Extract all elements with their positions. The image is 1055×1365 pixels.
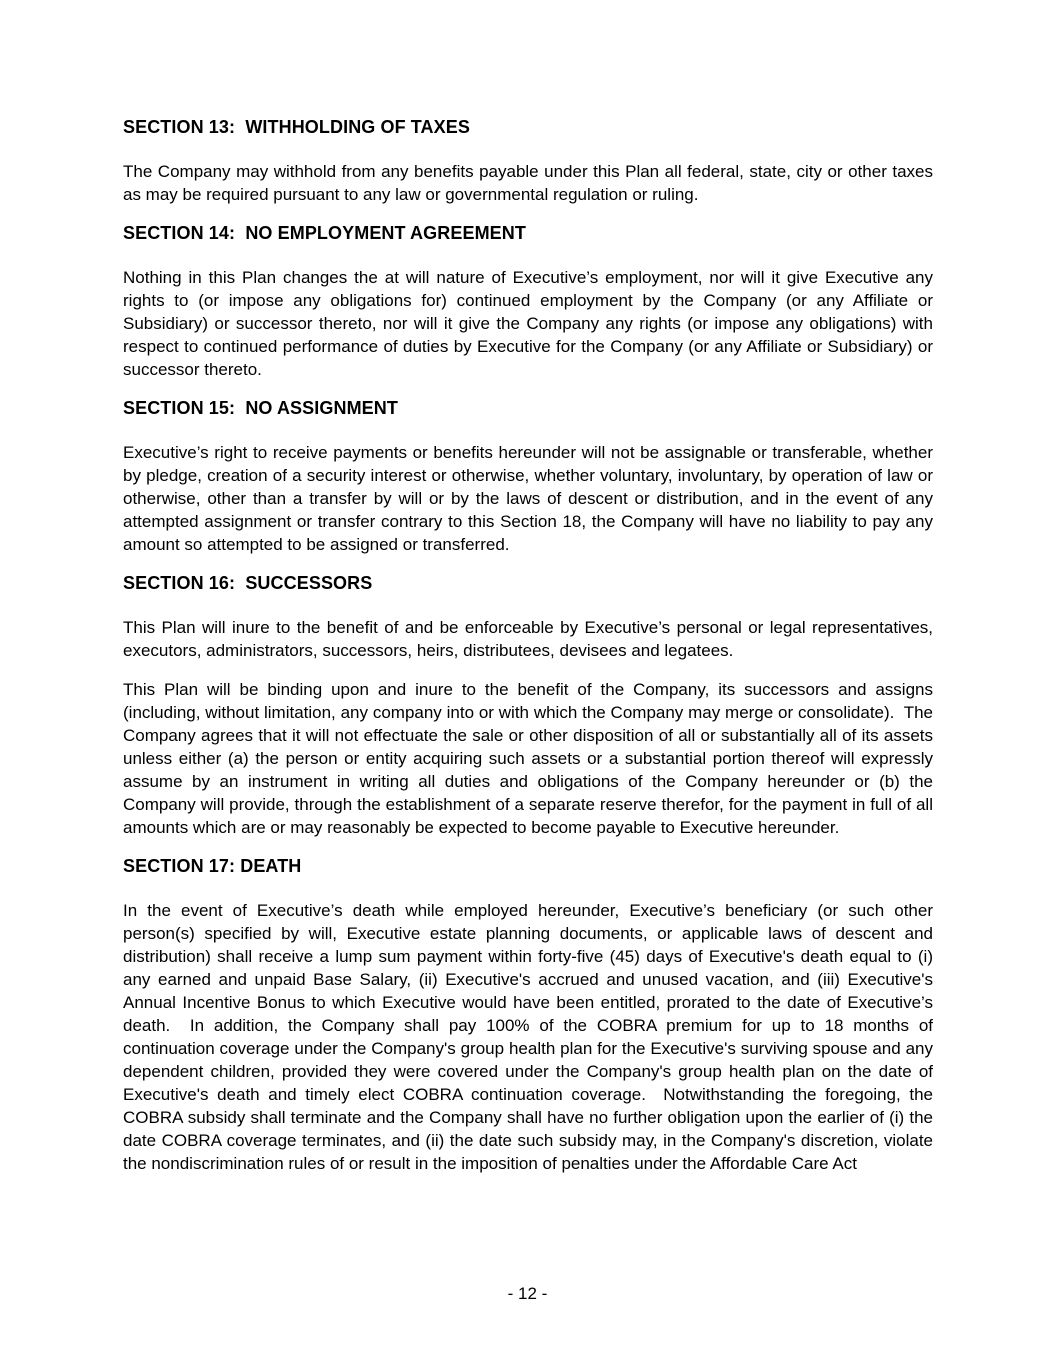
page-number: - 12 -	[507, 1284, 548, 1303]
section-13-paragraph: The Company may withhold from any benefits payable under this Plan all federal, state, city or other taxes as may be required pursuant to any law or governmental regulation or ruling.	[123, 162, 938, 204]
section-14-paragraph: Nothing in this Plan changes the at will nature of Executive’s employment, nor will it give Executive any rights to (or impose any obligations for) continued employment by the Company (or any Affiliate or Subsidiary) or successor thereto, nor will it give the Company any rights (or impose any obligations) with respect to continued performance of duties by Executive for the Company (or any Affiliate or Subsidiary) or successor thereto.	[123, 268, 938, 379]
section-17-paragraph: In the event of Executive’s death while employed hereunder, Executive’s beneficiary (or such other person(s) specified by will, Executive estate planning documents, or applicable laws of descent and distribution) shall receive a lump sum payment within forty-five (45) days of Executive's death equal to (i) any earned and unpaid Base Salary, (ii) Executive's accrued and unused vacation, and (iii) Executive's Annual Incentive Bonus to which Executive would have been entitled, prorated to the date of Executive’s death. In addition, the Company shall pay 100% of the COBRA premium for up to 18 months of continuation coverage under the Company's group health plan for the Executive's surviving spouse and any dependent children, provided they were covered under the Company's group health plan on the date of Executive's death and timely elect COBRA continuation coverage. Notwithstanding the foregoing, the COBRA subsidy shall terminate and the Company shall have no further obligation upon the earlier of (i) the date COBRA coverage terminates, and (ii) the date such subsidy may, in the Company's discretion, violate the nondiscrimination rules of or result in the imposition of penalties under the Affordable Care Act	[123, 901, 938, 1173]
section-16-heading: SECTION 16: SUCCESSORS	[123, 573, 373, 593]
section-15	[123, 397, 938, 556]
section-15-heading: SECTION 15: NO ASSIGNMENT	[123, 398, 398, 418]
section-17-heading: SECTION 17: DEATH	[123, 856, 302, 876]
section-16-paragraph-2: This Plan will be binding upon and inure to the benefit of the Company, its successors and assigns (including, without limitation, any company into or with which the Company may merge or consolidate). The Company agrees that it will not effectuate the sale or other disposition of all or substantially all of its assets unless either (a) the person or entity acquiring such assets or a substantial portion thereof will expressly assume by an instrument in writing all duties and obligations of the Company hereunder or (b) the Company will provide, through the establishment of a separate reserve therefor, for the payment in full of all amounts which are or may reasonably be expected to become payable to Executive hereunder.	[123, 680, 938, 837]
section-13-heading: SECTION 13: WITHHOLDING OF TAXES	[123, 117, 470, 137]
section-13	[123, 116, 938, 206]
section-17	[123, 855, 938, 1175]
section-15-paragraph: Executive’s right to receive payments or benefits hereunder will not be assignable or transferable, whether by pledge, creation of a security interest or otherwise, whether voluntary, involuntary, by operation of law or otherwise, other than a transfer by will or by the laws of descent or distribution, and in the event of any attempted assignment or transfer contrary to this Section 18, the Company will have no liability to pay any amount so attempted to be assigned or transferred.	[123, 443, 938, 554]
section-14-heading: SECTION 14: NO EMPLOYMENT AGREEMENT	[123, 223, 526, 243]
section-16-paragraph-1: This Plan will inure to the benefit of and be enforceable by Executive’s personal or legal representatives, executors, administrators, successors, heirs, distributees, devisees and legatees.	[123, 618, 938, 660]
document-content	[123, 116, 938, 1191]
section-16	[123, 572, 938, 839]
section-14	[123, 222, 938, 381]
